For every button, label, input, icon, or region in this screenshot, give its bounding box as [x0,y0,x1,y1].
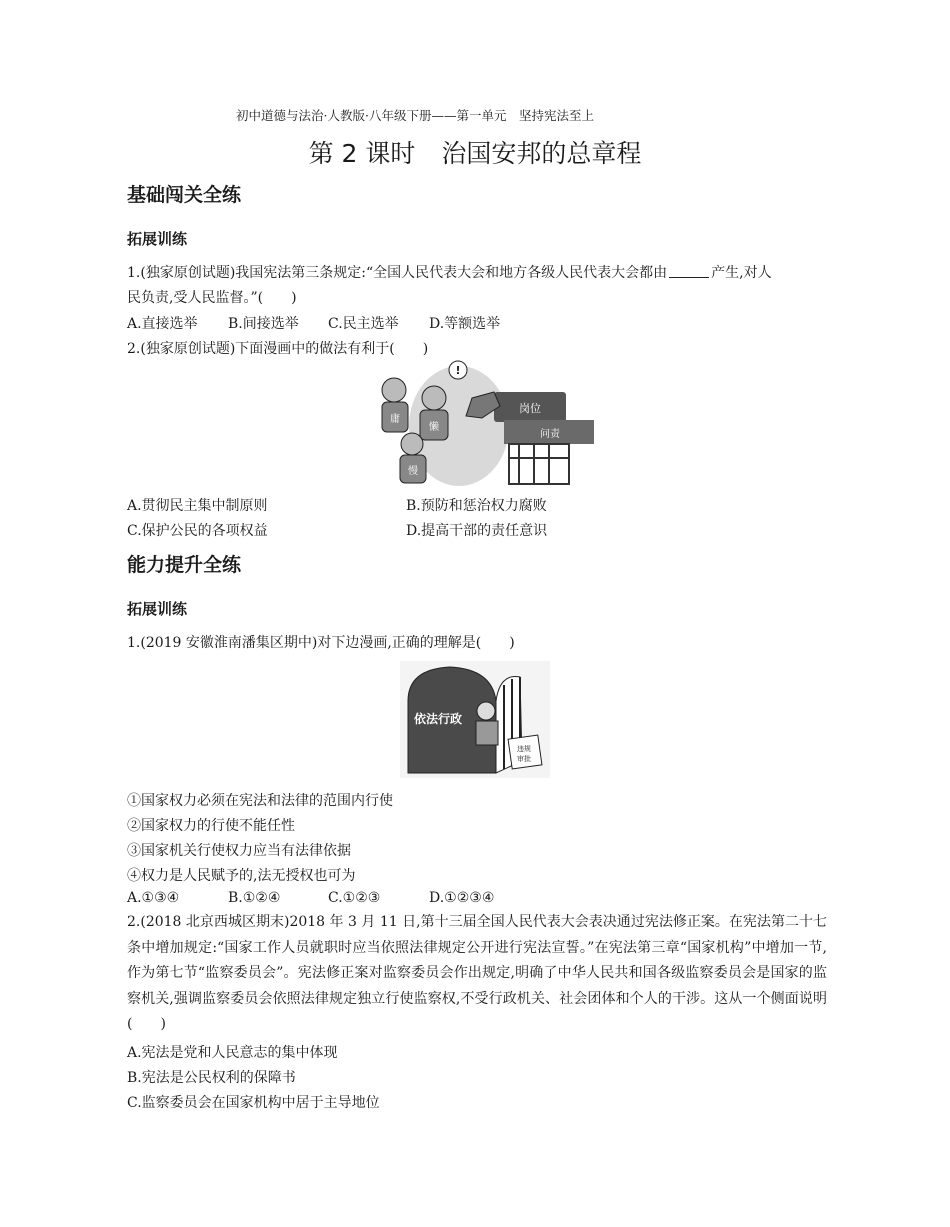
question-2-stem: 2.(独家原创试题)下面漫画中的做法有利于( ) [127,341,429,357]
statement-4: ④权力是人民赋予的,法无授权也可为 [127,868,356,884]
option-c: C.①②③ [328,890,381,906]
badge-3: 慢 [408,466,418,477]
cage-label: 依法行政 [413,712,463,726]
paper-label-2: 审批 [517,755,531,763]
answer-blank [669,265,709,278]
option-b: B.①②④ [228,890,281,906]
section-title-advanced: 能力提升全练 [127,554,242,576]
course-header: 初中道德与法治·人教版·八年级下册——第一单元 坚持宪法至上 [236,108,594,123]
badge-1: 庸 [390,414,400,425]
paper-label-1: 违规 [517,745,531,753]
cartoon-cage [400,661,550,778]
option-c: C.监察委员会在国家机构中居于主导地位 [127,1095,380,1111]
option-d: D.①②③④ [429,890,495,906]
question-text: 1.(独家原创试题)我国宪法第三条规定:“全国人民代表大会和地方各级人民代表大会都由 [127,265,668,281]
statement-3: ③国家机关行使权力应当有法律依据 [127,843,351,859]
option-b: B.间接选举 [228,316,299,332]
option-d: D.提高干部的责任意识 [406,523,548,539]
statement-2: ②国家权力的行使不能任性 [127,818,295,834]
option-a: A.宪法是党和人民意志的集中体现 [127,1045,338,1061]
question-1-stem: 1.(2019 安徽淮南潘集区期中)对下边漫画,正确的理解是( ) [127,635,515,651]
exclamation-icon: ! [455,364,461,377]
option-b: B.预防和惩治权力腐败 [406,498,547,514]
sign-label: 岗位 [519,402,541,415]
subsection-title: 拓展训练 [127,600,188,618]
statement-1: ①国家权力必须在宪法和法律的范围内行使 [127,793,393,809]
option-a: A.①③④ [127,890,180,906]
option-a: A.直接选举 [127,316,198,332]
lesson-title: 治国安邦的总章程 [441,139,642,168]
section-title-basic: 基础闯关全练 [127,184,242,206]
question-text: 产生,对人 [711,265,772,281]
badge-2: 懒 [429,422,439,433]
option-c: C.民主选举 [328,316,399,332]
option-c: C.保护公民的各项权益 [127,523,268,539]
cartoon-accountability [354,358,598,492]
page-title [0,134,950,170]
subsection-title: 拓展训练 [127,230,188,248]
option-a: A.贯彻民主集中制原则 [127,498,268,514]
lesson-number: 第 2 课时 [308,139,416,168]
desk-label: 问责 [540,429,560,440]
question-1-stem [127,262,772,282]
option-b: B.宪法是公民权利的保障书 [127,1070,296,1086]
question-1-stem-line2: 民负责,受人民监督。”( ) [127,290,297,306]
option-d: D.等额选举 [429,316,501,332]
question-2-stem: 2.(2018 北京西城区期末)2018 年 3 月 11 日,第十三届全国人民代表大会表决通过宪法修正案。在宪法第二十七条中增加规定:“国家工作人员就职时应当依照法律规定公开进行宪法宣誓。”在宪法第三章“国家机构”中增加一节,作为第七节“监察委员会”。宪法修正案对监察委员会作出规定,明确了中华人民共和国各级监察委员会是国家的监察机关,强调监察委员会依照法律规定独立行使监察权,不受行政机关、社会团体和个人的干涉。这从一个侧面说明( ) [127,914,827,1032]
